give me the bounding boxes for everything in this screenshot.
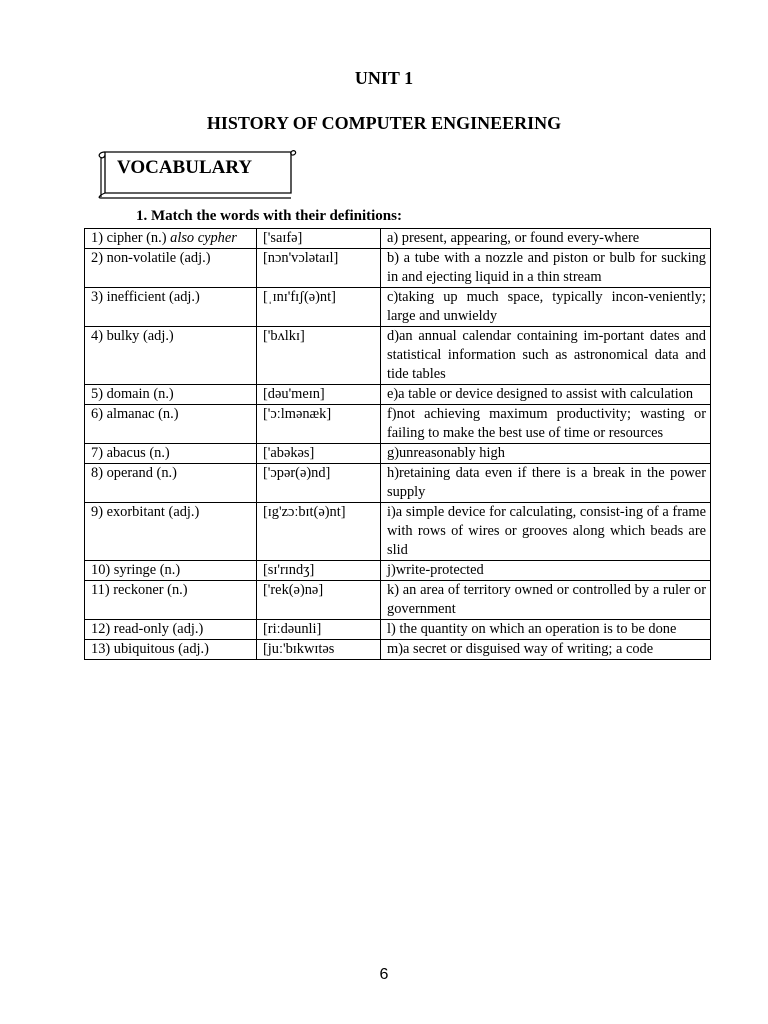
transcription-cell: ['bʌlkɪ] bbox=[257, 327, 381, 385]
word-cell bbox=[85, 229, 257, 249]
word-cell bbox=[85, 385, 257, 405]
definition-cell: l) the quantity on which an operation is to be done bbox=[381, 620, 711, 640]
transcription-cell: ['rek(ə)nə] bbox=[257, 581, 381, 620]
word-cell bbox=[85, 503, 257, 561]
table-row bbox=[85, 503, 711, 561]
word-cell bbox=[85, 327, 257, 385]
table-row bbox=[85, 288, 711, 327]
word-cell bbox=[85, 620, 257, 640]
word-term: 13) ubiquitous (adj.) bbox=[91, 641, 209, 657]
word-term: 5) domain (n.) bbox=[91, 386, 174, 402]
definition-cell: m)a secret or disguised way of writing; a code bbox=[381, 640, 711, 660]
table-row bbox=[85, 581, 711, 620]
vocabulary-heading: VOCABULARY bbox=[117, 157, 253, 178]
definition-cell: b) a tube with a nozzle and piston or bulb for sucking in and ejecting liquid in a thin stream bbox=[381, 249, 711, 288]
table-row bbox=[85, 620, 711, 640]
definition-cell: g)unreasonably high bbox=[381, 444, 711, 464]
word-term: 2) non-volatile (adj.) bbox=[91, 250, 211, 266]
definition-cell: c)taking up much space, typically incon-veniently; large and unwieldy bbox=[381, 288, 711, 327]
table-row bbox=[85, 327, 711, 385]
word-alternative: also cypher bbox=[170, 230, 237, 246]
definition-cell: e)a table or device designed to assist with calculation bbox=[381, 385, 711, 405]
word-term: 4) bulky (adj.) bbox=[91, 328, 174, 344]
table-row bbox=[85, 444, 711, 464]
word-cell bbox=[85, 561, 257, 581]
unit-title: UNIT 1 bbox=[354, 68, 414, 88]
table-row bbox=[85, 405, 711, 444]
transcription-cell: [dəu'meɪn] bbox=[257, 385, 381, 405]
table-row bbox=[85, 464, 711, 503]
word-term: 8) operand (n.) bbox=[91, 465, 177, 481]
word-term: 12) read-only (adj.) bbox=[91, 621, 204, 637]
table-row bbox=[85, 229, 711, 249]
word-cell bbox=[85, 581, 257, 620]
word-cell bbox=[85, 444, 257, 464]
vocabulary-table bbox=[84, 228, 711, 660]
transcription-cell: [nɔn'vɔlətaɪl] bbox=[257, 249, 381, 288]
word-term: 9) exorbitant (adj.) bbox=[91, 504, 200, 520]
word-term: 7) abacus (n.) bbox=[91, 445, 170, 461]
word-term: 6) almanac (n.) bbox=[91, 406, 179, 422]
word-cell bbox=[85, 640, 257, 660]
definition-cell: f)not achieving maximum productivity; wasting or failing to make the best use of time or resources bbox=[381, 405, 711, 444]
transcription-cell: ['abəkəs] bbox=[257, 444, 381, 464]
definition-cell: i)a simple device for calculating, consist-ing of a frame with rows of wires or grooves along which beads are slid bbox=[381, 503, 711, 561]
word-cell bbox=[85, 288, 257, 327]
word-term: 1) cipher (n.) bbox=[91, 230, 171, 246]
definition-cell: d)an annual calendar containing im-portant dates and statistical information such as astronomical data and tide tables bbox=[381, 327, 711, 385]
transcription-cell: ['ɔpər(ə)nd] bbox=[257, 464, 381, 503]
exercise-instruction: 1. Match the words with their definitions: bbox=[136, 208, 402, 224]
table-row bbox=[85, 249, 711, 288]
word-term: 3) inefficient (adj.) bbox=[91, 289, 200, 305]
definition-cell: k) an area of territory owned or controlled by a ruler or government bbox=[381, 581, 711, 620]
word-cell bbox=[85, 249, 257, 288]
chapter-title: HISTORY OF COMPUTER ENGINEERING bbox=[206, 113, 562, 133]
transcription-cell: [ɪg'zɔːbɪt(ə)nt] bbox=[257, 503, 381, 561]
vocabulary-scroll-banner bbox=[97, 149, 291, 195]
word-cell bbox=[85, 464, 257, 503]
transcription-cell: ['saɪfə] bbox=[257, 229, 381, 249]
transcription-cell: [ˌɪnɪ'fɪʃ(ə)nt] bbox=[257, 288, 381, 327]
transcription-cell: [sɪ'rɪndʒ] bbox=[257, 561, 381, 581]
word-term: 10) syringe (n.) bbox=[91, 562, 181, 578]
page-number: 6 bbox=[379, 966, 389, 983]
transcription-cell: [riːdəunli] bbox=[257, 620, 381, 640]
table-row bbox=[85, 385, 711, 405]
definition-cell: h)retaining data even if there is a break in the power supply bbox=[381, 464, 711, 503]
word-cell bbox=[85, 405, 257, 444]
table-row bbox=[85, 640, 711, 660]
word-term: 11) reckoner (n.) bbox=[91, 582, 188, 598]
transcription-cell: [juː'bɪkwɪtəs bbox=[257, 640, 381, 660]
definition-cell: a) present, appearing, or found every-where bbox=[381, 229, 711, 249]
definition-cell: j)write-protected bbox=[381, 561, 711, 581]
table-row bbox=[85, 561, 711, 581]
transcription-cell: ['ɔːlmənæk] bbox=[257, 405, 381, 444]
